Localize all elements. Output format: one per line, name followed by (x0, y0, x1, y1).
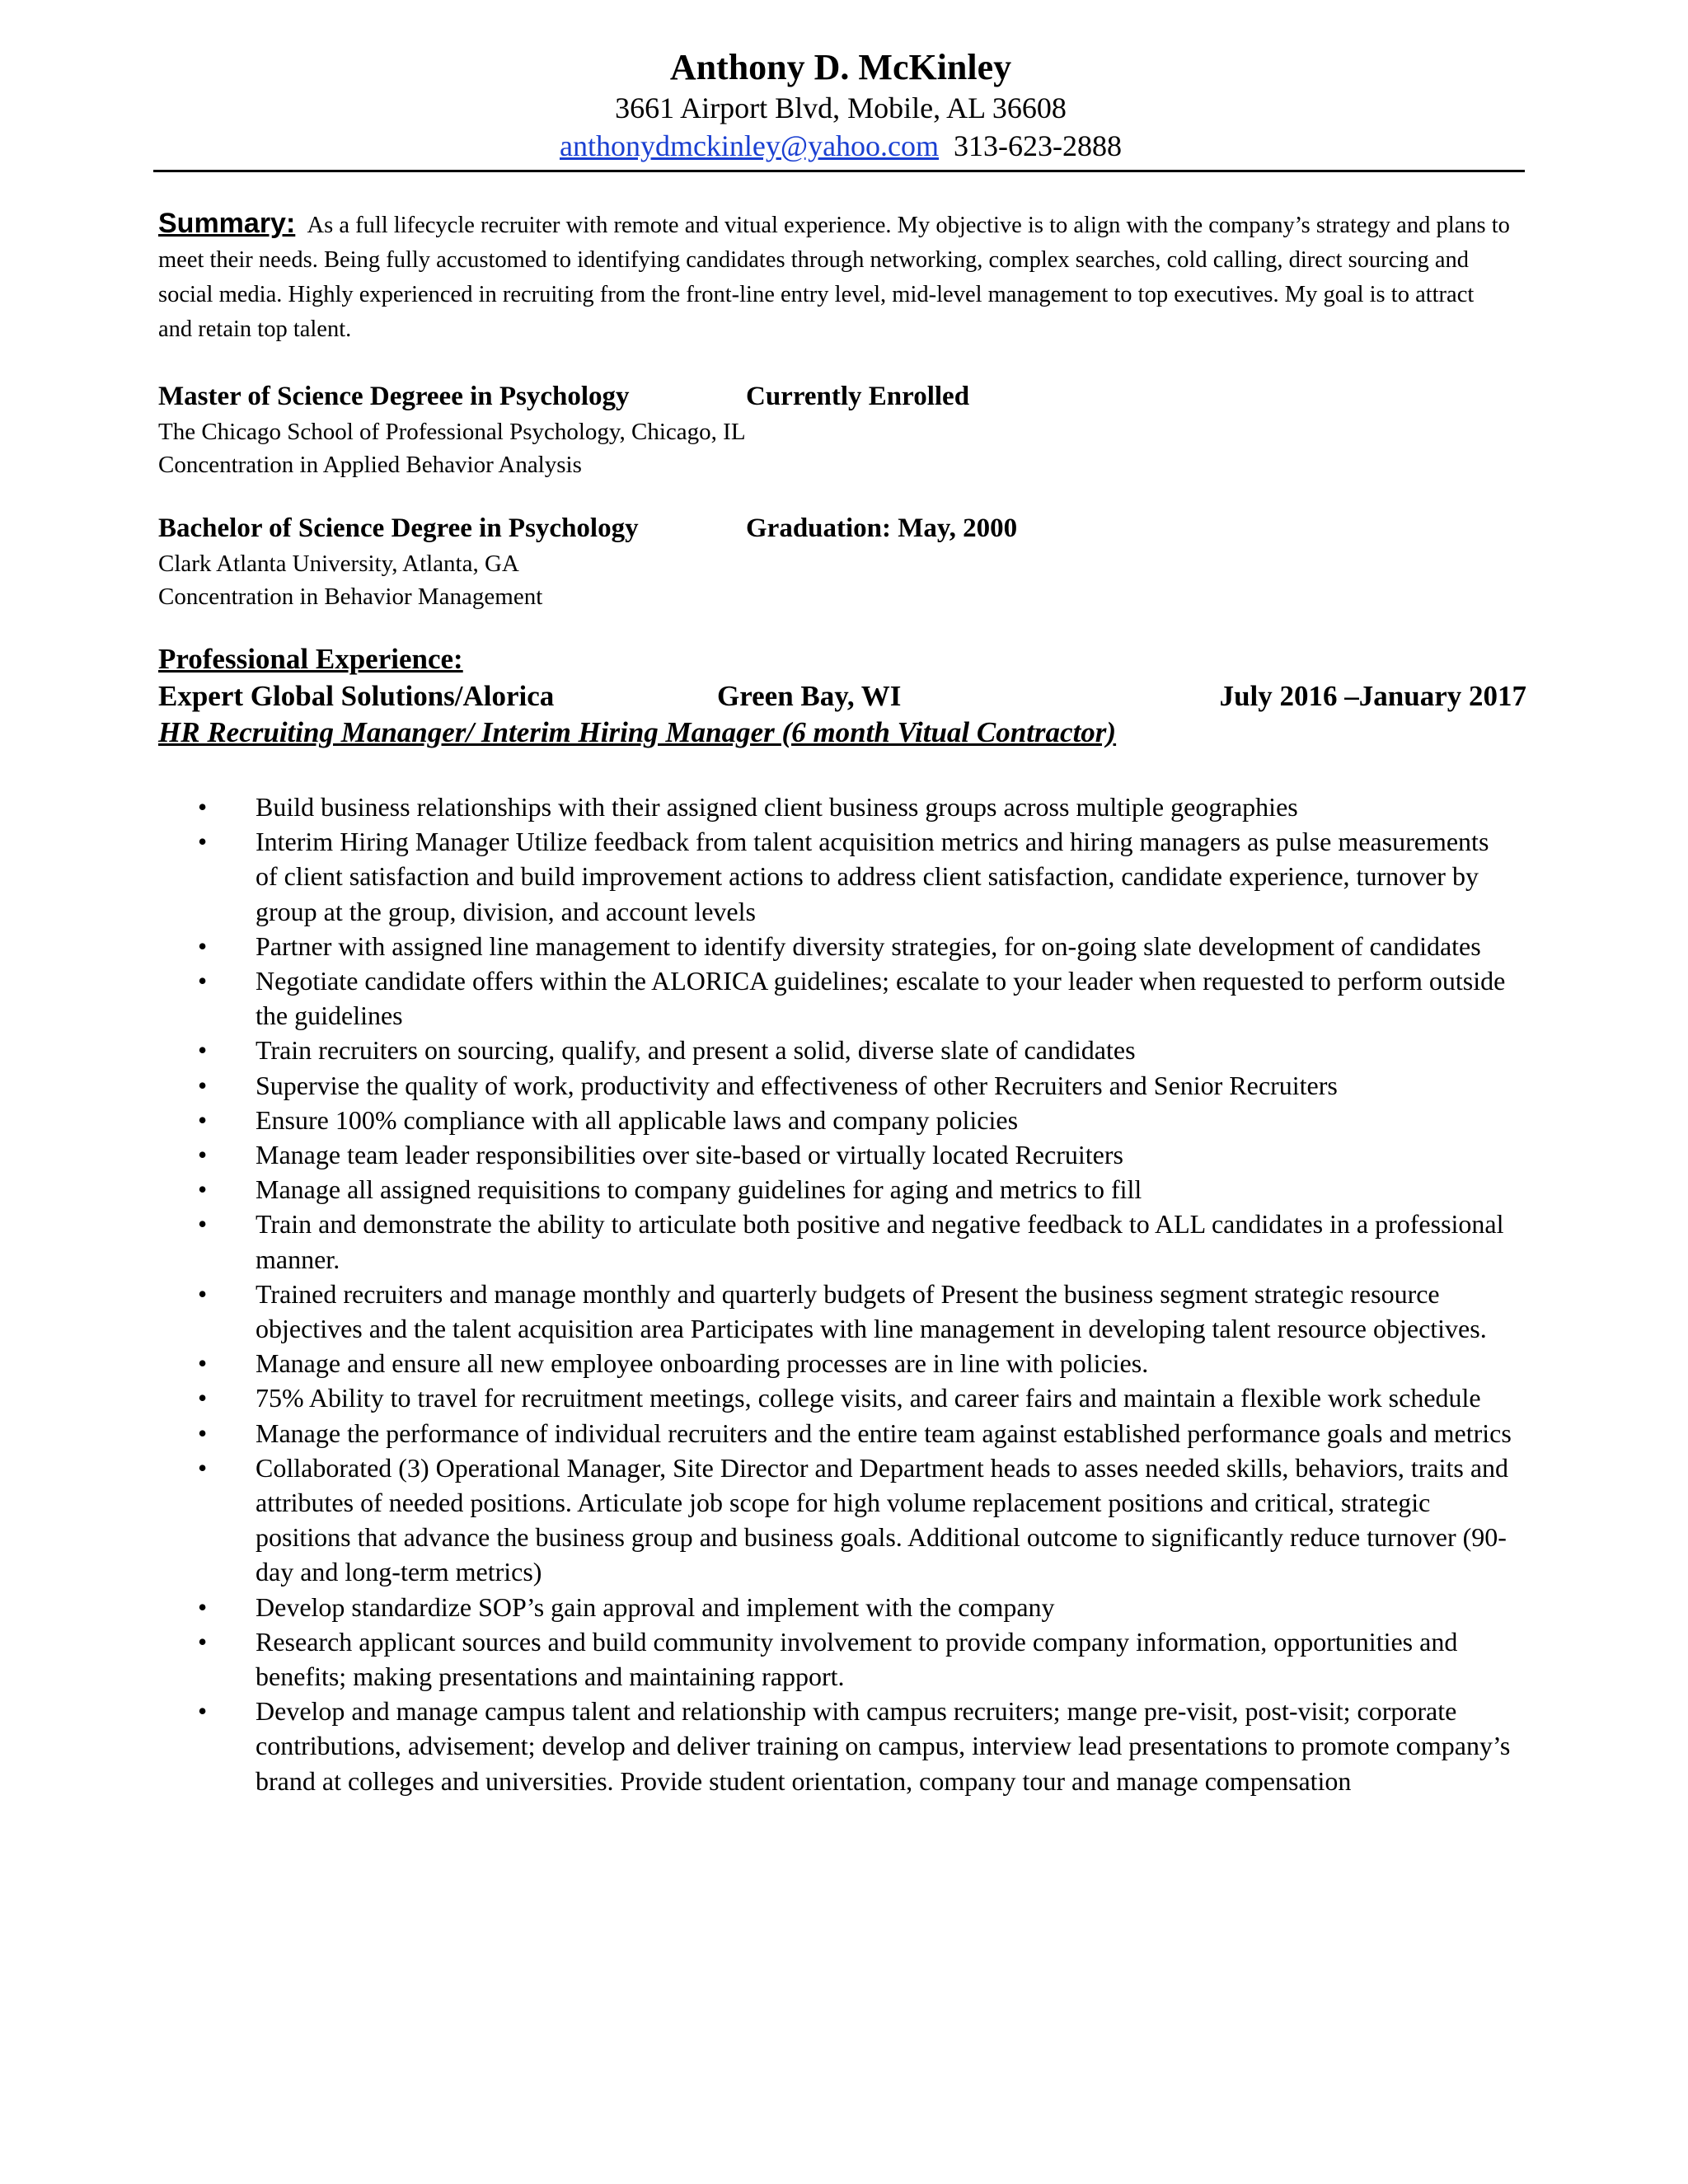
degree-title: Master of Science Degreee in Psychology (158, 382, 630, 411)
list-item: • Ensure 100% compliance with all applicable laws and company policies (198, 1103, 1517, 1137)
header-divider (153, 170, 1525, 172)
job-title: HR Recruiting Mananger/ Interim Hiring Manager (6 month Vitual Contractor) (158, 716, 1117, 748)
list-item: • 75% Ability to travel for recruitment meetings, college visits, and career fairs and maintain a flexible work schedule (198, 1380, 1517, 1415)
concentration: Concentration in Behavior Management (158, 583, 543, 610)
list-item: • Manage all assigned requisitions to company guidelines for aging and metrics to fill (198, 1172, 1517, 1207)
candidate-name: Anthony D. McKinley (669, 47, 1012, 87)
degree-line (158, 377, 1510, 415)
list-item: • Interim Hiring Manager Utilize feedback from talent acquisition metrics and hiring managers as pulse measurements of client satisfaction and build improvement actions to address client satisfaction, candidate experience, turnover by group at the group, division, and account levels (198, 824, 1517, 929)
list-item: • Develop and manage campus talent and relationship with campus recruiters; mange pre-visit, post-visit; corporate contributions, advisement; develop and deliver training on campus, interview lead presentations to promote company’s brand at colleges and universities. Provide student orientation, company tour and manage compensation (198, 1694, 1517, 1798)
concentration: Concentration in Applied Behavior Analysis (158, 452, 582, 478)
degree-status: Currently Enrolled (746, 382, 970, 411)
summary-text: As a full lifecycle recruiter with remote and vitual experience. My objective is to align with the company’s strategy and plans to meet their needs. Being fully accustomed to identifying candidates through networking, complex searches, cold calling, direct sourcing and social media. Highly experienced in recruiting from the front-line entry level, mid-level management to top executives. My goal is to attract and retain top talent. (158, 213, 1510, 342)
summary-section (158, 206, 1510, 347)
list-item: • Manage the performance of individual recruiters and the entire team against established performance goals and metrics (198, 1416, 1517, 1451)
mailing-address: 3661 Airport Blvd, Mobile, AL 36608 (615, 91, 1067, 124)
list-item: • Develop standardize SOP’s gain approval and implement with the company (198, 1590, 1517, 1624)
list-item: • Negotiate candidate offers within the ALORICA guidelines; escalate to your leader when requested to perform outside the guidelines (198, 963, 1517, 1033)
education-entry (158, 377, 1510, 481)
company-name: Expert Global Solutions/Alorica (158, 680, 555, 712)
list-item: • Partner with assigned line management to identify diversity strategies, for on-going slate development of candidates (198, 929, 1517, 963)
list-item: • Train and demonstrate the ability to articulate both positive and negative feedback to ALL candidates in a professional manner. (198, 1207, 1517, 1276)
email-link[interactable]: anthonydmckinley@yahoo.com (559, 129, 940, 162)
job-header (158, 677, 1526, 715)
degree-line (158, 509, 1510, 547)
responsibility-list (198, 790, 1517, 1798)
summary-label: Summary: (158, 208, 296, 239)
list-item: • Research applicant sources and build community involvement to provide company information, opportunities and benefits; making presentations and maintaining rapport. (198, 1624, 1517, 1694)
school-name: Clark Atlanta University, Atlanta, GA (158, 551, 519, 577)
list-item: • Supervise the quality of work, productivity and effectiveness of other Recruiters and Senior Recruiters (198, 1068, 1517, 1103)
list-item: • Manage and ensure all new employee onboarding processes are in line with policies. (198, 1346, 1517, 1380)
list-item: • Collaborated (3) Operational Manager, Site Director and Department heads to asses needed skills, behaviors, traits and attributes of needed positions. Articulate job scope for high volume replacement positions and critical, strategic positions that advance the business group and business goals. Additional outcome to significantly reduce turnover (90-day and long-term metrics) (198, 1451, 1517, 1590)
experience-heading: Professional Experience: (158, 643, 463, 675)
school-name: The Chicago School of Professional Psychology, Chicago, IL (158, 419, 746, 445)
list-item: • Trained recruiters and manage monthly and quarterly budgets of Present the business segment strategic resource objectives and the talent acquisition area Participates with line management in developing talent resource objectives. (198, 1277, 1517, 1346)
contact-line (157, 125, 1525, 166)
list-item: • Manage team leader responsibilities over site-based or virtually located Recruiters (198, 1137, 1517, 1172)
job-dates: July 2016 –January 2017 (1219, 680, 1526, 712)
job-location: Green Bay, WI (717, 680, 902, 712)
list-item: • Train recruiters on sourcing, qualify, and present a solid, diverse slate of candidates (198, 1033, 1517, 1067)
degree-title: Bachelor of Science Degree in Psychology (158, 513, 639, 543)
list-item: • Build business relationships with their assigned client business groups across multiple geographies (198, 790, 1517, 824)
education-entry (158, 509, 1510, 613)
degree-status: Graduation: May, 2000 (746, 513, 1018, 543)
phone-number: 313-623-2888 (954, 129, 1123, 162)
